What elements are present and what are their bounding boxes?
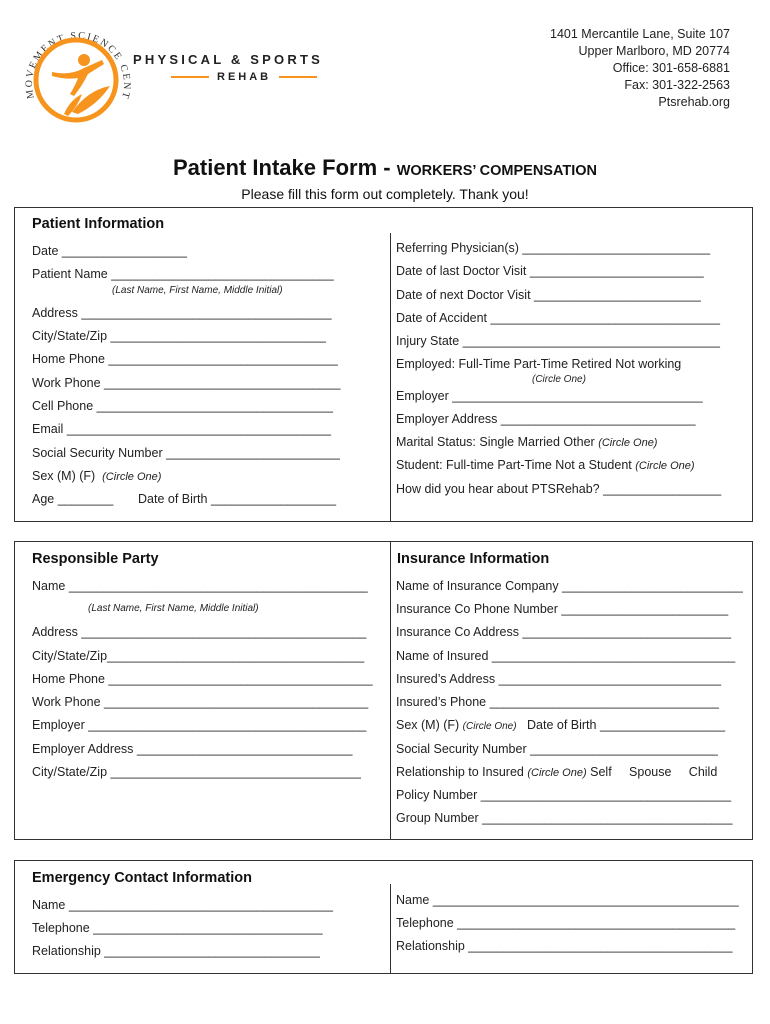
injury-state-field[interactable]: Injury State _____________________________________ bbox=[396, 334, 720, 348]
insured-dob: Date of Birth __________________ bbox=[527, 718, 726, 732]
marital-note: (Circle One) bbox=[598, 437, 658, 449]
responsible-insurance-divider bbox=[390, 541, 391, 839]
employer-field[interactable]: Employer ____________________________________ bbox=[396, 389, 703, 403]
group-number-field[interactable]: Group Number ____________________________________ bbox=[396, 811, 733, 825]
last-doctor-visit-field[interactable]: Date of last Doctor Visit _________________________ bbox=[396, 264, 704, 278]
policy-number-field[interactable]: Policy Number ____________________________________ bbox=[396, 788, 732, 802]
relationship-options: Self Spouse Child bbox=[590, 765, 718, 779]
employed-note: (Circle One) bbox=[532, 374, 586, 385]
responsible-employer-field[interactable]: Employer ________________________________________ bbox=[32, 718, 367, 732]
sex-field[interactable] bbox=[32, 469, 161, 483]
employed-status-field[interactable]: Employed: Full-Time Part-Time Retired Not working bbox=[396, 357, 682, 371]
insured-ssn-field[interactable]: Social Security Number ___________________________ bbox=[396, 742, 718, 756]
responsible-employer-address-field[interactable]: Employer Address _______________________________ bbox=[32, 742, 353, 756]
insured-name-field[interactable]: Name of Insured ___________________________________ bbox=[396, 649, 736, 663]
referring-physician-field[interactable]: Referring Physician(s) ___________________________ bbox=[396, 241, 711, 255]
insured-sex-dob-field[interactable] bbox=[396, 718, 725, 732]
city-state-zip-field[interactable]: City/State/Zip _______________________________ bbox=[32, 329, 327, 343]
form-title bbox=[0, 155, 770, 181]
patient-info-divider bbox=[390, 233, 391, 521]
marital-status-field[interactable] bbox=[396, 435, 657, 449]
form-title-sub: WORKERS’ COMPENSATION bbox=[396, 163, 598, 179]
sex-note: (Circle One) bbox=[102, 471, 162, 483]
responsible-city2-field[interactable]: City/State/Zip ____________________________________ bbox=[32, 765, 361, 779]
responsible-home-phone-field[interactable]: Home Phone ______________________________________ bbox=[32, 672, 373, 686]
form-instruction: Please fill this form out completely. Thank you! bbox=[241, 186, 529, 202]
insured-address-field[interactable]: Insured’s Address ________________________________ bbox=[396, 672, 722, 686]
emergency-name2-field[interactable]: Name ____________________________________________ bbox=[396, 893, 739, 907]
emergency-relationship-field[interactable]: Relationship _______________________________ bbox=[32, 944, 320, 958]
logo-arc-text: MOVEMENT SCIENCE CENT bbox=[23, 30, 133, 102]
address-line-2: Upper Marlboro, MD 20774 bbox=[578, 44, 730, 58]
insured-sex-label: Sex (M) (F) bbox=[396, 718, 460, 732]
insured-phone-field[interactable]: Insured’s Phone _________________________________ bbox=[396, 695, 719, 709]
student-label: Student: Full-time Part-Time Not a Student bbox=[396, 458, 632, 472]
relationship-label: Relationship to Insured bbox=[396, 765, 524, 779]
date-of-accident-field[interactable]: Date of Accident _________________________________ bbox=[396, 311, 720, 325]
insurance-heading: Insurance Information bbox=[397, 551, 550, 567]
employer-address-field[interactable]: Employer Address ____________________________ bbox=[396, 412, 696, 426]
responsible-party-heading: Responsible Party bbox=[32, 551, 159, 567]
patient-info-heading: Patient Information bbox=[32, 216, 165, 232]
office-phone: Office: 301-658-6881 bbox=[612, 61, 730, 75]
relationship-note: (Circle One) bbox=[527, 767, 587, 779]
address-field[interactable]: Address ____________________________________ bbox=[32, 306, 332, 320]
insured-sex-note: (Circle One) bbox=[462, 721, 517, 732]
patient-name-field[interactable]: Patient Name ________________________________ bbox=[32, 267, 334, 281]
brand-line2: REHAB bbox=[217, 71, 272, 83]
insurance-address-field[interactable]: Insurance Co Address ______________________________ bbox=[396, 625, 732, 639]
responsible-name-field[interactable]: Name ___________________________________________ bbox=[32, 579, 368, 593]
emergency-divider bbox=[390, 884, 391, 973]
insurance-phone-field[interactable]: Insurance Co Phone Number ________________________ bbox=[396, 602, 729, 616]
student-note: (Circle One) bbox=[635, 460, 695, 472]
age-field[interactable]: Age ________ bbox=[32, 492, 114, 506]
referral-source-field[interactable]: How did you hear about PTSRehab? _________________ bbox=[396, 482, 722, 496]
date-field[interactable]: Date __________________ bbox=[32, 244, 188, 258]
emergency-contact-heading: Emergency Contact Information bbox=[32, 870, 252, 886]
ssn-field[interactable]: Social Security Number _________________________ bbox=[32, 446, 340, 460]
brand-rule-left bbox=[171, 76, 209, 78]
home-phone-field[interactable]: Home Phone _________________________________ bbox=[32, 352, 338, 366]
dob-field[interactable]: Date of Birth __________________ bbox=[138, 492, 337, 506]
emergency-telephone-field[interactable]: Telephone _________________________________ bbox=[32, 921, 323, 935]
responsible-address-field[interactable]: Address _________________________________________ bbox=[32, 625, 367, 639]
brand-rule-right bbox=[279, 76, 317, 78]
patient-name-note: (Last Name, First Name, Middle Initial) bbox=[112, 285, 283, 296]
marital-label: Marital Status: Single Married Other bbox=[396, 435, 595, 449]
relationship-to-insured-field[interactable] bbox=[396, 765, 717, 779]
work-phone-field[interactable]: Work Phone __________________________________ bbox=[32, 376, 341, 390]
responsible-city-field[interactable]: City/State/Zip_____________________________________ bbox=[32, 649, 365, 663]
logo bbox=[18, 16, 136, 132]
form-title-main: Patient Intake Form - bbox=[172, 155, 397, 180]
emergency-telephone2-field[interactable]: Telephone ________________________________________ bbox=[396, 916, 736, 930]
insurance-company-field[interactable]: Name of Insurance Company __________________________ bbox=[396, 579, 743, 593]
responsible-work-phone-field[interactable]: Work Phone ______________________________________ bbox=[32, 695, 369, 709]
next-doctor-visit-field[interactable]: Date of next Doctor Visit ________________________ bbox=[396, 288, 701, 302]
brand-line1: PHYSICAL & SPORTS bbox=[133, 52, 323, 67]
clinic-address bbox=[550, 26, 730, 111]
fax-number: Fax: 301-322-2563 bbox=[624, 78, 730, 92]
brand-name bbox=[133, 52, 333, 83]
address-line-1: 1401 Mercantile Lane, Suite 107 bbox=[550, 27, 730, 41]
website: Ptsrehab.org bbox=[658, 95, 730, 109]
email-field[interactable]: Email ______________________________________ bbox=[32, 422, 331, 436]
logo-graphic bbox=[18, 16, 136, 132]
emergency-relationship2-field[interactable]: Relationship ______________________________________ bbox=[396, 939, 733, 953]
student-status-field[interactable] bbox=[396, 458, 695, 472]
responsible-name-note: (Last Name, First Name, Middle Initial) bbox=[88, 603, 259, 614]
cell-phone-field[interactable]: Cell Phone __________________________________ bbox=[32, 399, 333, 413]
sex-label: Sex (M) (F) bbox=[32, 469, 96, 483]
emergency-name-field[interactable]: Name ______________________________________ bbox=[32, 898, 333, 912]
